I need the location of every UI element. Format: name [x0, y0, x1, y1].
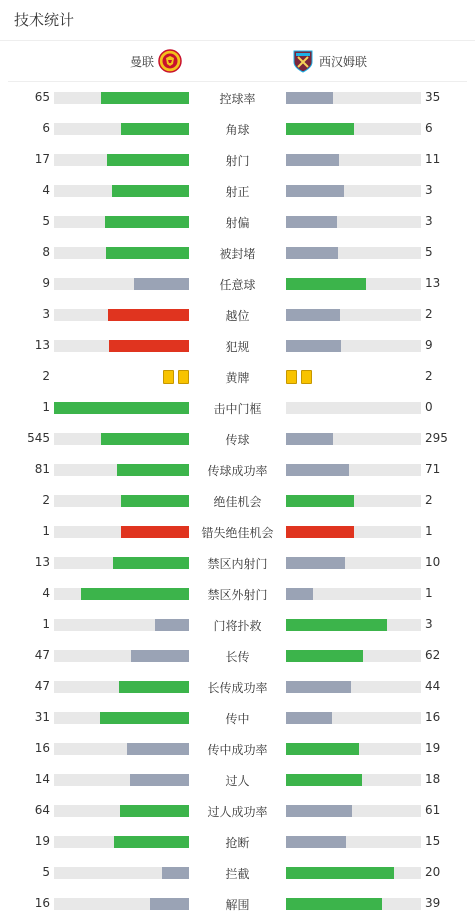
away-value: 71: [425, 462, 441, 476]
stat-row: [0, 423, 475, 454]
stat-row: [0, 206, 475, 237]
stat-row: [0, 888, 475, 919]
home-value: 3: [42, 307, 50, 321]
home-value: 4: [42, 586, 50, 600]
stat-row: [0, 826, 475, 857]
home-bar-fill: [121, 123, 189, 135]
stat-row: [0, 299, 475, 330]
home-bar-track: [54, 247, 189, 259]
stat-label: 绝佳机会: [213, 495, 262, 509]
yellow-card-icon: [286, 370, 297, 384]
home-team[interactable]: [130, 49, 182, 73]
home-bar-fill: [155, 619, 189, 631]
away-bar-track: [286, 836, 421, 848]
away-bar-track: [286, 340, 421, 352]
home-bar-fill: [130, 774, 189, 786]
away-value: 5: [425, 245, 433, 259]
home-value: 19: [34, 834, 50, 848]
away-bar-fill: [286, 309, 340, 321]
away-bar-track: [286, 123, 421, 135]
away-bar-track: [286, 743, 421, 755]
home-bar-track: [54, 805, 189, 817]
home-value: 16: [34, 741, 50, 755]
away-bar-fill: [286, 650, 363, 662]
away-value: 1: [425, 586, 433, 600]
stat-label: 传球成功率: [207, 464, 268, 478]
away-bar-track: [286, 557, 421, 569]
away-bar-fill: [286, 278, 366, 290]
away-value: 3: [425, 617, 433, 631]
away-value: 9: [425, 338, 433, 352]
home-bar-fill: [127, 743, 189, 755]
away-value: 2: [425, 493, 433, 507]
away-bar-track: [286, 619, 421, 631]
stat-row: [0, 733, 475, 764]
stat-label: 门将扑救: [213, 619, 262, 633]
home-bar-track: [54, 743, 189, 755]
home-bar-track: [54, 650, 189, 662]
home-bar-track: [54, 216, 189, 228]
home-bar-fill: [117, 464, 189, 476]
stat-label: 射门: [225, 154, 250, 168]
home-value: 65: [34, 90, 50, 104]
away-value: 3: [425, 214, 433, 228]
stat-row: [0, 113, 475, 144]
home-bar-fill: [121, 526, 189, 538]
yellow-card-icon: [163, 370, 174, 384]
away-bar-track: [286, 464, 421, 476]
home-bar-track: [54, 619, 189, 631]
home-bar-track: [54, 774, 189, 786]
away-team-crest-icon: [291, 49, 315, 73]
stat-row: [0, 237, 475, 268]
home-bar-fill: [100, 712, 189, 724]
away-bar-fill: [286, 588, 313, 600]
away-bar-track: [286, 433, 421, 445]
stat-row: [0, 268, 475, 299]
away-bar-track: [286, 526, 421, 538]
home-value: 8: [42, 245, 50, 259]
home-bar-fill: [109, 340, 189, 352]
away-bar-track: [286, 650, 421, 662]
away-value: 2: [425, 307, 433, 321]
stat-label: 控球率: [219, 92, 256, 106]
away-value: 3: [425, 183, 433, 197]
away-bar-fill: [286, 464, 349, 476]
home-bar-track: [54, 185, 189, 197]
home-value: 13: [34, 555, 50, 569]
stat-label: 任意球: [219, 278, 256, 292]
home-value: 81: [34, 462, 50, 476]
away-bar-track: [286, 247, 421, 259]
away-bar-track: [286, 309, 421, 321]
home-value: 5: [42, 865, 50, 879]
stat-row: [0, 144, 475, 175]
home-bar-fill: [54, 402, 189, 414]
stat-label: 解围: [225, 898, 250, 912]
away-bar-fill: [286, 185, 344, 197]
stat-row: [0, 392, 475, 423]
stat-label: 禁区内射门: [207, 557, 268, 571]
stat-label: 拦截: [225, 867, 250, 881]
home-bar-track: [54, 495, 189, 507]
stat-label: 射偏: [225, 216, 250, 230]
stat-row: [0, 640, 475, 671]
away-bar-fill: [286, 433, 333, 445]
stat-row: [0, 547, 475, 578]
home-bar-track: [54, 123, 189, 135]
yellow-card-icon: [301, 370, 312, 384]
away-bar-track: [286, 712, 421, 724]
home-bar-track: [54, 402, 189, 414]
home-bar-fill: [107, 154, 189, 166]
home-value: 545: [27, 431, 50, 445]
away-value: 16: [425, 710, 441, 724]
away-bar-track: [286, 185, 421, 197]
away-value: 39: [425, 896, 441, 910]
home-value: 2: [42, 493, 50, 507]
stat-label: 黄牌: [225, 371, 250, 385]
stat-row: [0, 454, 475, 485]
home-bar-track: [54, 340, 189, 352]
away-yellow-cards: [286, 370, 312, 384]
home-bar-track: [54, 309, 189, 321]
away-bar-track: [286, 92, 421, 104]
away-value: 295: [425, 431, 448, 445]
home-value: 6: [42, 121, 50, 135]
stat-row: [0, 702, 475, 733]
away-bar-track: [286, 154, 421, 166]
away-bar-fill: [286, 898, 382, 910]
stat-label: 过人: [225, 774, 250, 788]
stat-label: 长传: [225, 650, 250, 664]
stat-label: 传球: [225, 433, 250, 447]
home-bar-track: [54, 433, 189, 445]
home-bar-fill: [113, 557, 189, 569]
home-bar-track: [54, 526, 189, 538]
yellow-card-icon: [178, 370, 189, 384]
stat-label: 禁区外射门: [207, 588, 268, 602]
section-header: [0, 0, 475, 41]
home-value: 17: [34, 152, 50, 166]
away-bar-track: [286, 278, 421, 290]
away-bar-fill: [286, 681, 351, 693]
away-bar-fill: [286, 247, 338, 259]
home-bar-fill: [114, 836, 189, 848]
stat-row: [0, 330, 475, 361]
away-bar-fill: [286, 619, 387, 631]
away-bar-fill: [286, 154, 339, 166]
home-yellow-cards: [163, 370, 189, 384]
away-value: 20: [425, 865, 441, 879]
home-bar-track: [54, 154, 189, 166]
stat-row: [0, 795, 475, 826]
away-bar-fill: [286, 557, 345, 569]
home-value: 47: [34, 679, 50, 693]
away-value: 35: [425, 90, 441, 104]
away-bar-fill: [286, 495, 354, 507]
away-value: 62: [425, 648, 441, 662]
home-bar-fill: [119, 681, 189, 693]
stat-label: 传中: [225, 712, 250, 726]
stat-row: [0, 361, 475, 392]
home-bar-track: [54, 464, 189, 476]
home-value: 2: [42, 369, 50, 383]
stat-label: 过人成功率: [207, 805, 268, 819]
home-bar-track: [54, 278, 189, 290]
home-bar-fill: [112, 185, 189, 197]
home-value: 4: [42, 183, 50, 197]
away-team-name: 西汉姆联: [319, 54, 368, 69]
home-value: 16: [34, 896, 50, 910]
stat-row: [0, 764, 475, 795]
home-team-crest-icon: [158, 49, 182, 73]
section-title: 技术统计: [14, 11, 75, 29]
away-value: 0: [425, 400, 433, 414]
away-bar-fill: [286, 774, 362, 786]
stat-row: [0, 175, 475, 206]
home-bar-track: [54, 681, 189, 693]
away-value: 13: [425, 276, 441, 290]
away-bar-track: [286, 805, 421, 817]
home-value: 1: [42, 400, 50, 414]
away-bar-fill: [286, 123, 354, 135]
home-bar-fill: [150, 898, 189, 910]
away-bar-track: [286, 216, 421, 228]
stat-label: 击中门框: [213, 402, 262, 416]
away-value: 2: [425, 369, 433, 383]
home-bar-fill: [108, 309, 189, 321]
away-value: 44: [425, 679, 441, 693]
away-value: 6: [425, 121, 433, 135]
home-bar-track: [54, 898, 189, 910]
stat-label: 射正: [225, 185, 250, 199]
away-bar-track: [286, 495, 421, 507]
home-value: 31: [34, 710, 50, 724]
home-value: 13: [34, 338, 50, 352]
home-bar-fill: [120, 805, 189, 817]
stat-row: [0, 857, 475, 888]
stat-label: 长传成功率: [207, 681, 268, 695]
away-bar-track: [286, 867, 421, 879]
stat-row: [0, 578, 475, 609]
home-bar-fill: [101, 92, 189, 104]
home-value: 64: [34, 803, 50, 817]
away-value: 15: [425, 834, 441, 848]
away-bar-fill: [286, 836, 346, 848]
away-value: 11: [425, 152, 441, 166]
stat-label: 角球: [225, 123, 250, 137]
away-value: 19: [425, 741, 441, 755]
home-value: 1: [42, 524, 50, 538]
stat-label: 抢断: [225, 836, 250, 850]
stat-row: [0, 82, 475, 113]
stat-row: [0, 609, 475, 640]
home-value: 9: [42, 276, 50, 290]
home-bar-fill: [105, 216, 189, 228]
teams-header: [8, 41, 467, 82]
home-bar-track: [54, 836, 189, 848]
stat-row: [0, 485, 475, 516]
away-bar-fill: [286, 867, 394, 879]
stat-row: [0, 671, 475, 702]
away-bar-track: [286, 402, 421, 414]
home-value: 1: [42, 617, 50, 631]
home-team-name: 曼联: [129, 54, 154, 69]
home-bar-fill: [101, 433, 189, 445]
away-bar-track: [286, 588, 421, 600]
away-bar-fill: [286, 216, 337, 228]
home-bar-fill: [131, 650, 189, 662]
away-bar-fill: [286, 526, 354, 538]
home-bar-track: [54, 712, 189, 724]
home-value: 47: [34, 648, 50, 662]
stat-label: 越位: [225, 309, 250, 323]
away-bar-fill: [286, 805, 352, 817]
home-bar-fill: [106, 247, 189, 259]
home-bar-track: [54, 867, 189, 879]
away-bar-fill: [286, 340, 341, 352]
stat-label: 传中成功率: [207, 743, 268, 757]
away-bar-track: [286, 774, 421, 786]
stat-label: 犯规: [225, 340, 250, 354]
away-bar-track: [286, 898, 421, 910]
away-bar-track: [286, 681, 421, 693]
stats-list: [0, 82, 475, 919]
away-bar-fill: [286, 92, 333, 104]
away-value: 10: [425, 555, 441, 569]
home-value: 14: [34, 772, 50, 786]
away-bar-fill: [286, 712, 332, 724]
home-bar-fill: [81, 588, 189, 600]
stat-label: 错失绝佳机会: [201, 526, 274, 540]
home-bar-fill: [121, 495, 189, 507]
away-value: 18: [425, 772, 441, 786]
stat-row: [0, 516, 475, 547]
home-bar-track: [54, 588, 189, 600]
home-value: 5: [42, 214, 50, 228]
home-bar-track: [54, 92, 189, 104]
stat-label: 被封堵: [219, 247, 256, 261]
away-value: 61: [425, 803, 441, 817]
home-bar-fill: [162, 867, 189, 879]
home-bar-fill: [134, 278, 189, 290]
home-bar-track: [54, 557, 189, 569]
away-value: 1: [425, 524, 433, 538]
away-team[interactable]: [291, 49, 367, 73]
away-bar-fill: [286, 743, 359, 755]
